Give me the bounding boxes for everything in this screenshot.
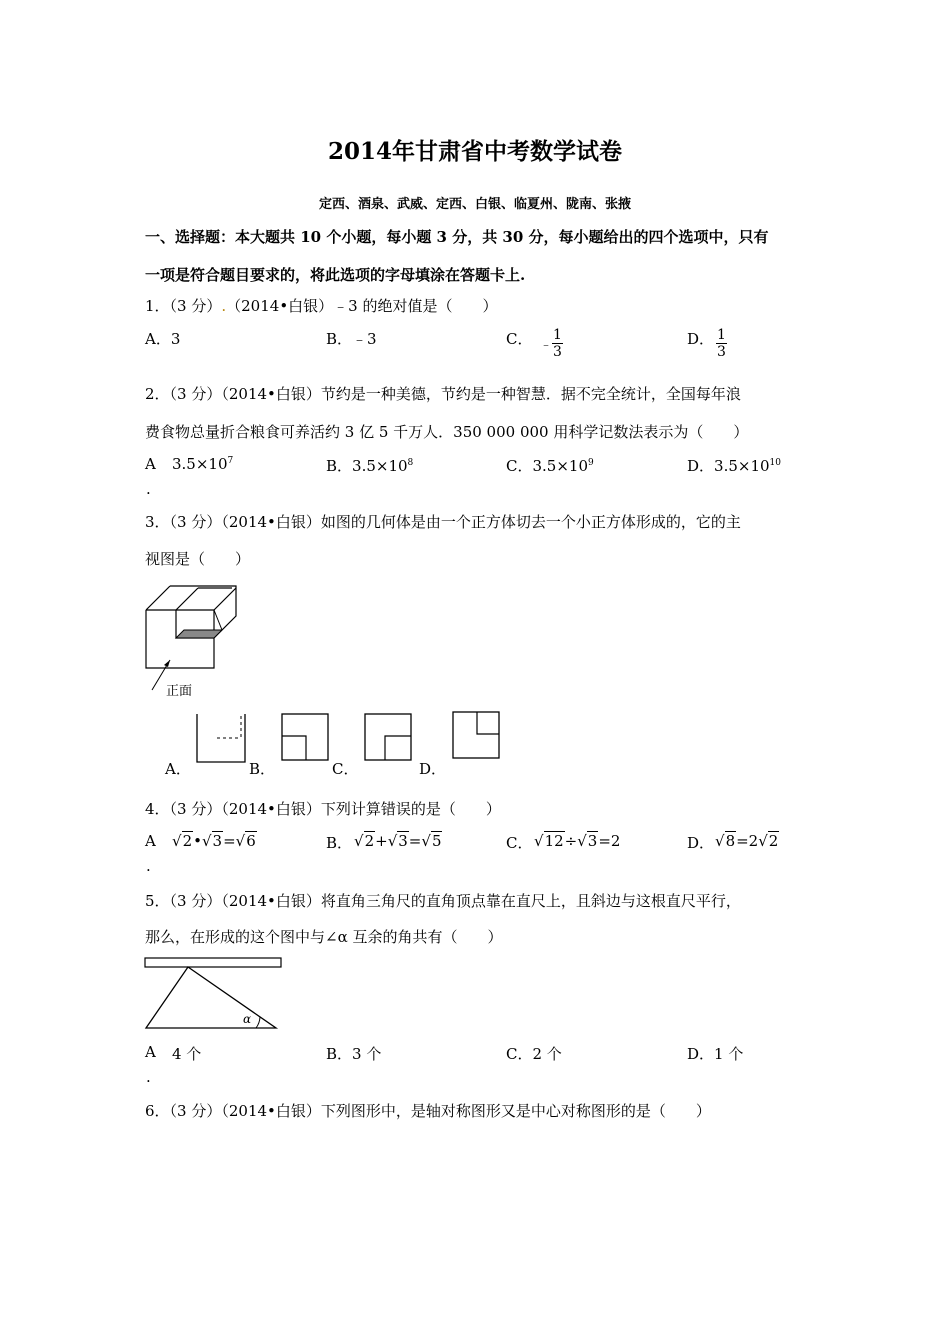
q5-alpha-label: α [243,1012,252,1026]
q1-option-d-label: D． [687,330,715,348]
q2-option-d-label: D． [687,457,715,475]
q4-option-a: √2•√3=√6 [172,832,256,850]
q4-option-d-label: D． [687,834,715,852]
q3-cube-figure [140,580,250,700]
q4-option-d: √8=2√2 [715,832,779,850]
q1-option-d-numerator: 1 [717,327,726,343]
q2-option-a-exp: 7 [227,456,234,466]
q2-option-a-label: A [145,455,156,473]
q4-b-radicand-1: 2 [364,832,375,850]
page-title: 2014年甘肃省中考数学试卷 [327,138,622,165]
q1-option-a: A．3 [145,330,181,348]
q3-option-a-figure [195,712,247,764]
q5-option-d: D．1 个 [687,1045,744,1063]
question-2-line2: 费食物总量折合粮食可养活约 3 亿 5 千万人．350 000 000 用科学记数法表示为（ ） [145,423,749,441]
q4-c-operator: ÷ [564,832,578,850]
question-5-line2: 那么，在形成的这个图中与∠α 互余的角共有（ ） [145,928,503,946]
question-5-line1: 5．（3 分）（2014•白银）将直角三角尺的直角顶点靠在直尺上，且斜边与这根直尺平行， [145,892,741,910]
q4-d-equals: =2 [736,832,759,850]
q4-a-radicand-3: 6 [246,832,256,850]
q5-option-a: 4 个 [172,1045,202,1063]
q1-option-d-denominator: 3 [717,344,726,360]
q4-option-c: √12÷√3=2 [534,832,621,850]
q5-option-a-dot: . [146,1068,151,1086]
q3-option-a-label: A． [165,760,191,778]
section-heading-line2: 一项是符合题目要求的，将此选项的字母填涂在答题卡上. [145,266,526,284]
q3-front-label: 正面 [166,684,193,699]
q5-option-c: C．2 个 [506,1045,562,1063]
q1-option-c-fraction [552,328,563,359]
q5-option-b: B．3 个 [326,1045,382,1063]
q4-a-operator: • [193,832,202,850]
q1-option-c-label: C． [506,330,533,348]
q1-option-c-sign: ﹣ [540,337,553,351]
q5-ruler-triangle-figure [144,957,284,1033]
q2-option-c-base: 3.5×10 [532,457,588,475]
q4-option-b: √2+√3=√5 [354,832,442,850]
q4-d-radicand-1: 8 [725,832,736,850]
q4-a-equals: = [223,832,236,850]
question-1-text: （2014•白银）﹣3 的绝对值是（ ） [226,297,498,315]
q1-option-d-fraction [716,328,727,359]
q2-option-b-base: 3.5×10 [352,457,408,475]
q4-c-radicand-1: 12 [544,832,564,850]
question-1 [145,295,497,316]
q3-option-c-figure [363,712,415,764]
q4-c-radicand-2: 3 [587,832,598,850]
q2-option-a-base: 3.5×10 [172,455,228,473]
q1-option-b: B．﹣3 [326,330,377,348]
q5-option-a-label: A [145,1043,156,1061]
page-subtitle: 定西、酒泉、武威、定西、白银、临夏州、陇南、张掖 [318,197,631,212]
q3-option-b-figure [280,712,332,764]
q2-option-c-label: C． [506,457,533,475]
question-1-prefix: 1．（3 分） [145,297,222,315]
q2-option-b-label: B． [326,457,353,475]
q2-option-d-exp: 10 [769,458,781,468]
q3-option-c-label: C． [332,760,359,778]
q4-c-result: =2 [598,832,621,850]
question-2-line1: 2．（3 分）（2014•白银）节约是一种美德，节约是一种智慧．据不完全统计，全国每年浪 [145,385,741,403]
q3-option-d-label: D． [419,760,447,778]
q2-option-a-dot: . [146,480,151,498]
q4-option-a-dot: . [146,857,151,875]
q4-option-b-label: B． [326,834,353,852]
question-1-dot: . [221,297,227,315]
q4-a-radicand-1: 2 [182,832,193,850]
question-6: 6．（3 分）（2014•白银）下列图形中，是轴对称图形又是中心对称图形的是（ ） [145,1102,711,1120]
q4-d-radicand-2: 2 [768,832,779,850]
q4-option-c-label: C． [506,834,533,852]
q4-b-equals: = [408,832,422,850]
q2-option-b-exp: 8 [407,458,414,468]
q2-option-c-exp: 9 [588,458,594,468]
q3-option-b-label: B． [249,760,276,778]
q1-option-c-denominator: 3 [553,344,562,360]
q2-option-c [506,455,594,476]
q4-b-radicand-2: 3 [398,832,408,850]
q4-option-a-label: A [145,832,156,850]
q2-option-a [172,455,233,473]
q2-option-b [326,455,413,476]
q4-b-operator: + [375,832,388,850]
q1-option-c [540,328,563,359]
question-3-line2: 视图是（ ） [145,550,251,568]
q2-option-d-base: 3.5×10 [714,457,770,475]
q3-option-d-figure [451,710,503,762]
question-4: 4．（3 分）（2014•白银）下列计算错误的是（ ） [145,800,501,818]
section-heading-line1: 一、选择题：本大题共 10 个小题，每小题 3 分，共 30 分，每小题给出的四个选项中，只有 [145,228,769,246]
q1-option-d [716,328,727,359]
q4-b-radicand-3: 5 [431,832,442,850]
q2-option-d [687,455,781,476]
q1-option-c-numerator: 1 [553,327,562,343]
question-3-line1: 3．（3 分）（2014•白银）如图的几何体是由一个正方体切去一个小正方体形成的，它的主 [145,513,741,531]
q4-a-radicand-2: 3 [212,832,223,850]
